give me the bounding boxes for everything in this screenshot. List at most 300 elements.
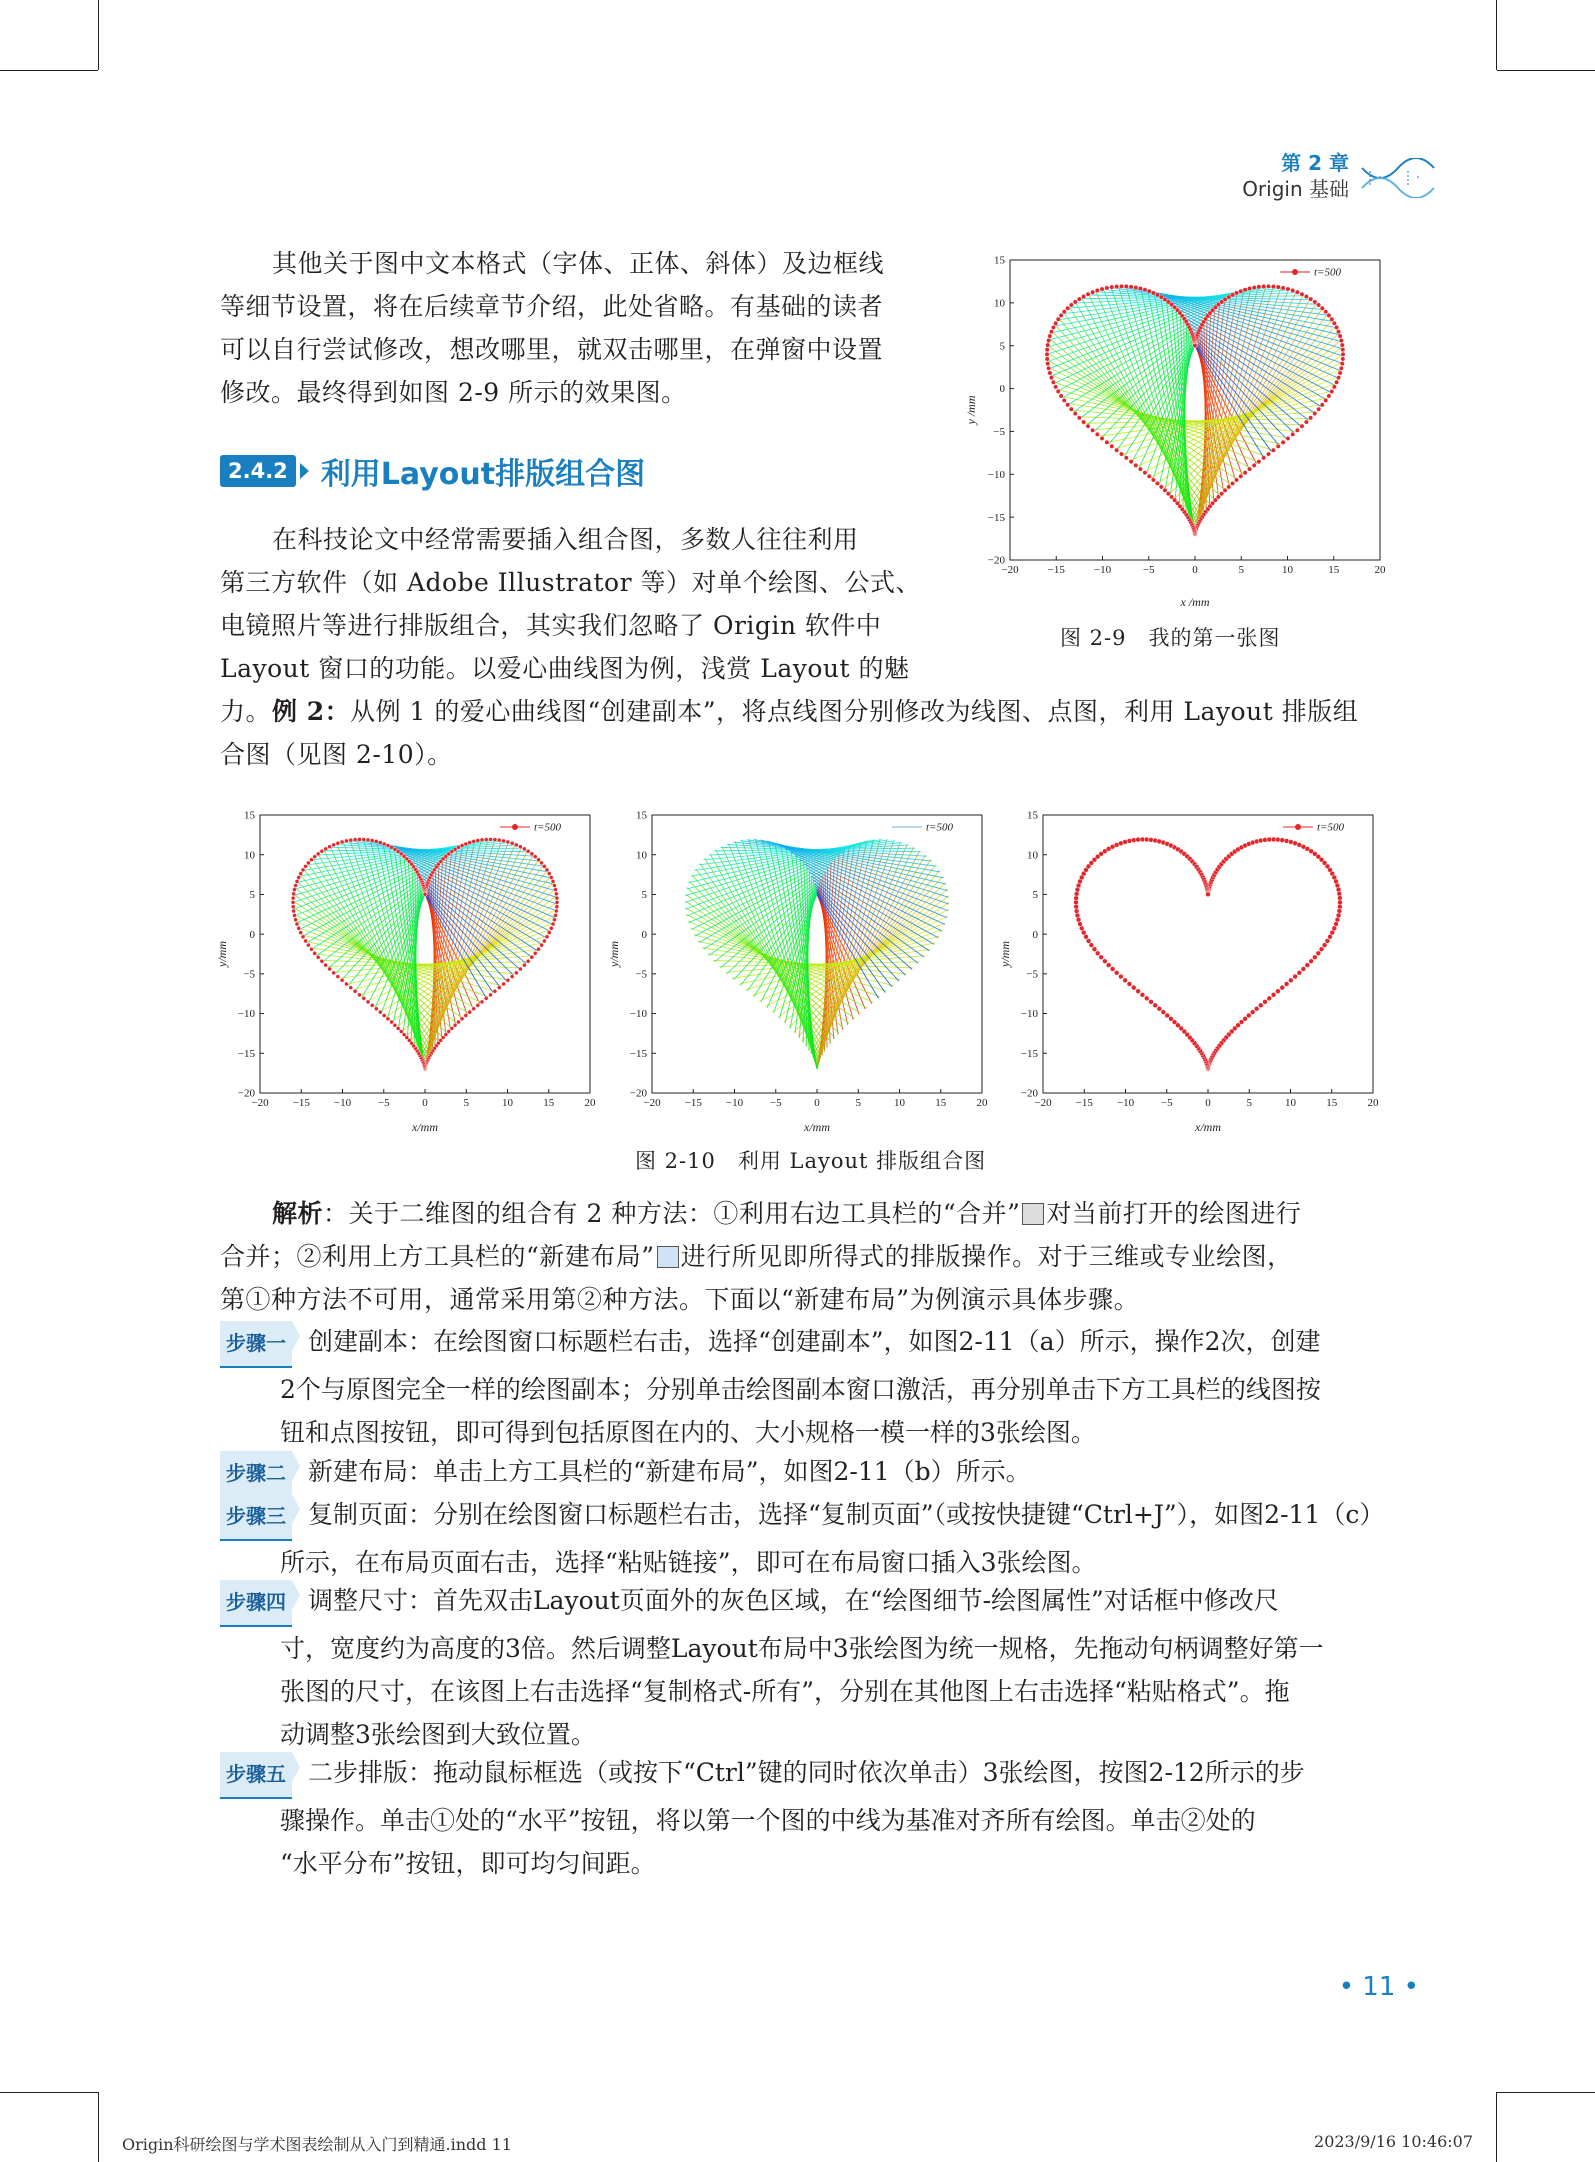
data-point [1077,416,1081,420]
data-point [1328,934,1333,939]
data-point [460,844,464,848]
text-line [220,1493,1395,1541]
x-tick-label: 5 [1246,1097,1252,1109]
data-point [1140,837,1145,842]
legend-label: t=500 [1314,266,1341,279]
data-point [1151,291,1155,295]
data-point [1322,943,1327,948]
section-arrow-icon [300,463,309,479]
data-point [1338,371,1342,375]
data-point [530,955,534,959]
data-point [1129,285,1133,289]
data-point [1169,495,1173,499]
data-point [1309,959,1314,964]
data-point [1155,481,1159,485]
y-tick-label: 10 [994,297,1005,310]
footer-file-name: Origin科研绘图与学术图表绘制从入门到精通.indd 11 [122,2135,512,2154]
data-point [1136,837,1141,842]
data-point [295,922,299,926]
data-point [1320,403,1324,407]
data-point [1313,300,1317,304]
data-point [1163,488,1167,492]
data-point [304,939,308,943]
y-tick-label: 15 [244,809,255,822]
data-point [378,841,382,845]
footer-timestamp: 2023/9/16 10:46:07 [1314,2132,1473,2151]
data-point [1134,285,1138,289]
legend-label: t=500 [534,821,561,834]
x-tick-label: −10 [725,1097,744,1109]
data-point [1086,939,1091,944]
data-point [1074,896,1079,901]
data-point [1243,471,1247,475]
data-point [1327,313,1331,317]
crop-mark [98,0,99,70]
data-point [1090,428,1094,432]
step-badge: 步骤五 [220,1752,292,1799]
data-point [362,838,366,842]
data-point [1300,292,1304,296]
analysis-text: 对当前打开的绘图进行 [1046,1199,1302,1228]
data-point [357,993,361,997]
data-point [537,947,541,951]
section-number: 2.4.2 [220,455,296,487]
y-axis-label: y/mm [998,941,1012,967]
data-point [1105,286,1109,290]
data-point [1140,992,1145,997]
data-point [537,858,541,862]
data-point [1257,459,1261,463]
text-line [220,1450,1395,1498]
data-point [1304,294,1308,298]
x-tick-label: 20 [1374,564,1386,576]
data-point [533,951,537,955]
data-point [1295,428,1299,432]
data-point [1110,967,1115,972]
data-point [396,1026,400,1030]
y-tick-label: 5 [249,889,255,902]
data-point [1275,837,1280,842]
data-point [1078,922,1083,927]
data-point [366,838,370,842]
data-point [552,918,556,922]
data-point [514,971,518,975]
data-point [1074,909,1079,914]
data-point [1090,290,1094,294]
data-point [1143,288,1147,292]
data-point [1300,424,1304,428]
y-tick-label: 10 [244,849,255,862]
data-point [480,838,484,842]
data-point [1100,436,1104,440]
x-tick-label: 5 [463,1097,469,1109]
heart-chart-main [960,250,1400,610]
chord-series [293,839,557,1069]
data-point [1271,837,1276,842]
data-point [1123,978,1128,983]
data-point [1286,287,1290,291]
data-point [547,931,551,935]
new-layout-icon [657,1246,679,1268]
data-point [1336,329,1340,333]
analysis-text: 进行所见即所得式的排版操作。对于三维或专业绘图， [680,1242,1293,1271]
data-point [468,1010,472,1014]
data-point [1051,380,1055,384]
data-point [1153,1003,1158,1008]
data-point [1114,970,1119,975]
data-point [1193,343,1197,347]
text-line: 第三方软件（如 Adobe Illustrator 等）对单个绘图、公式、 [220,568,921,597]
data-point [1336,913,1341,918]
data-point [518,967,522,971]
x-tick-label: 0 [1205,1097,1211,1109]
data-point [340,978,344,982]
data-point [292,909,296,913]
data-point [1062,310,1066,314]
data-point [1301,967,1306,972]
data-point [1276,285,1280,289]
x-tick-label: 5 [855,1097,861,1109]
data-point [299,931,303,935]
data-point [1151,478,1155,482]
data-point [1059,313,1063,317]
data-point [1046,361,1050,365]
text-line: 钮和点图按钮，即可得到包括原图在内的、大小规格一模一样的3张绘图。 [280,1418,1096,1447]
x-axis-label: x /mm [1180,595,1210,609]
data-point [301,868,305,872]
crop-mark [0,2092,98,2093]
x-tick-label: −20 [1001,564,1019,576]
x-tick-label: 10 [1285,1097,1296,1109]
data-point [336,841,340,845]
data-point [1288,978,1293,983]
x-tick-label: −10 [1093,564,1112,576]
text-line: “水平分布”按钮，即可均匀间距。 [280,1849,656,1878]
dna-icon [1360,158,1436,198]
data-point [506,978,510,982]
data-point [555,896,559,900]
data-point [1276,444,1280,448]
data-point [456,845,460,849]
x-tick-label: −20 [251,1097,269,1109]
x-tick-label: −10 [1116,1097,1135,1109]
legend-marker [1292,269,1298,275]
data-point [1337,909,1342,914]
data-point [1092,947,1097,952]
data-point [1073,300,1077,304]
analysis-label: 解析 [272,1199,324,1228]
figure-2-9 [960,250,1400,614]
data-point [1330,317,1334,321]
data-point [292,892,296,896]
data-point [1102,959,1107,964]
data-point [1089,943,1094,948]
data-point [324,847,328,851]
data-point [447,1030,451,1034]
x-tick-label: 10 [1282,564,1293,576]
data-point [1263,837,1268,842]
data-point [472,839,476,843]
y-tick-label: −15 [1020,1047,1038,1060]
data-point [1165,1013,1170,1018]
example-label: 例 2： [272,697,351,726]
data-point [1127,982,1132,987]
data-point [353,838,357,842]
data-point [493,989,497,993]
data-point [1261,284,1265,288]
data-point [386,1017,390,1021]
text-line [220,1579,1395,1627]
data-point [464,1013,468,1017]
step-2 [220,1450,1395,1498]
x-tick-label: 5 [1238,564,1244,576]
data-point [316,955,320,959]
data-point [1048,334,1052,338]
y-tick-label: −5 [635,968,647,981]
data-point [340,840,344,844]
data-point [1330,930,1335,935]
x-tick-label: 20 [584,1097,596,1109]
y-tick-label: 5 [999,340,1005,353]
data-point [1069,407,1073,411]
data-point [460,1017,464,1021]
x-tick-label: −20 [1034,1097,1052,1109]
data-point [332,843,336,847]
x-tick-label: 10 [502,1097,513,1109]
data-point [1086,292,1090,296]
data-point [1081,294,1085,298]
data-point [1341,347,1345,351]
y-tick-label: −10 [629,1008,647,1021]
data-point [382,1013,386,1017]
data-point [349,838,353,842]
data-point [1114,448,1118,452]
data-point [1327,394,1331,398]
figure-2-10-panel-c [993,805,1393,1139]
data-point [1257,285,1261,289]
data-point [468,841,472,845]
data-point [1119,452,1123,456]
section-title: 利用Layout排版组合图 [320,457,646,492]
x-tick-label: 0 [422,1097,428,1109]
x-tick-label: −10 [333,1097,352,1109]
data-point [309,858,313,862]
data-point [1341,357,1345,361]
figure-2-10-panel-b [602,805,1002,1139]
data-point [518,845,522,849]
y-tick-label: −15 [987,511,1005,524]
data-point [1275,989,1280,994]
data-point [1252,285,1256,289]
data-point [551,879,555,883]
text-line [220,1192,1395,1235]
step-5 [220,1751,1395,1885]
data-point [1338,900,1343,905]
step-text: 调整尺寸：首先双击Layout页面外的灰色区域，在“绘图细节-绘图属性”对话框中修改尺 [307,1586,1279,1615]
x-tick-label: −15 [292,1097,310,1109]
y-tick-label: 15 [636,809,647,822]
y-tick-label: −15 [629,1047,647,1060]
data-point [554,913,558,917]
data-point [1110,285,1114,289]
data-point [456,1020,460,1024]
data-point [1339,366,1343,370]
data-point [378,1010,382,1014]
data-point [370,839,374,843]
data-point [370,1003,374,1007]
data-point [1247,467,1251,471]
text-line: Layout 窗口的功能。以爱心曲线图为例，浅赏 Layout 的魅力。 [220,654,910,726]
data-point [1286,436,1290,440]
text-line: 在科技论文中经常需要插入组合图，多数人往往利用 [272,525,859,554]
chapter-number: 第 2 章 [1281,151,1349,175]
data-point [374,1007,378,1011]
data-point [1246,1013,1251,1018]
data-point [1095,432,1099,436]
data-point [551,922,555,926]
data-point [1324,398,1328,402]
data-point [480,1000,484,1004]
data-point [1118,974,1123,979]
x-tick-label: 15 [543,1097,555,1109]
data-point [1062,398,1066,402]
data-point [344,839,348,843]
text-line: 合图（见图 2-10）。 [220,740,453,769]
crop-mark [0,70,98,71]
text-line: 2个与原图完全一样的绘图副本；分别单击绘图副本窗口激活，再分别单击下方工具栏的线图按 [280,1375,1321,1404]
data-point [1123,840,1128,845]
point-series [1074,837,1343,1072]
step-text: 新建布局：单击上方工具栏的“新建布局”，如图2-11（b）所示。 [307,1457,1031,1486]
data-point [382,842,386,846]
x-tick-label: −5 [1160,1097,1173,1109]
data-point [295,879,299,883]
data-point [1048,371,1052,375]
data-point [1341,352,1345,356]
data-point [1281,440,1285,444]
crop-mark [1496,0,1497,70]
data-point [1239,474,1243,478]
x-tick-label: 15 [935,1097,947,1109]
data-point [1258,1003,1263,1008]
paragraph-1 [220,242,940,414]
y-tick-label: 10 [1027,849,1038,862]
data-point [1316,303,1320,307]
data-point [502,982,506,986]
data-point [301,935,305,939]
data-point [1143,471,1147,475]
data-point [386,844,390,848]
data-point [555,900,559,904]
data-point [522,847,526,851]
text-line: 修改。最终得到如图 2-9 所示的效果图。 [220,378,687,407]
plot-frame [1043,815,1373,1093]
data-point [1077,297,1081,301]
data-point [1138,286,1142,290]
data-point [1308,297,1312,301]
data-point [1254,1006,1259,1011]
data-point [514,843,518,847]
heart-chart-line [602,805,1002,1135]
y-tick-label: −5 [993,426,1005,439]
data-point [493,838,497,842]
data-point [476,839,480,843]
data-point [1166,491,1170,495]
data-point [366,1000,370,1004]
data-point [297,875,301,879]
page-number: • 11 • [1338,1972,1419,2002]
data-point [549,926,553,930]
data-point [1219,491,1223,495]
x-tick-label: −5 [1142,564,1155,576]
data-point [291,896,295,900]
chord-line [695,840,889,871]
text-line: 第①种方法不可用，通常采用第②种方法。下面以“新建布局”为例演示具体步骤。 [220,1285,1140,1314]
data-point [497,838,501,842]
data-point [304,864,308,868]
step-4 [220,1579,1395,1756]
data-point [1312,955,1317,960]
data-point [1081,420,1085,424]
step-badge: 步骤二 [220,1451,292,1498]
y-tick-label: 0 [1032,928,1038,941]
data-point [1316,407,1320,411]
data-point [1271,992,1276,997]
data-point [1293,974,1298,979]
data-point [291,900,295,904]
data-point [1086,424,1090,428]
data-point [297,926,301,930]
x-tick-label: −15 [1075,1097,1093,1109]
heart-chart-points [993,805,1393,1135]
data-point [1234,291,1238,295]
data-point [324,963,328,967]
legend-label: t=500 [1317,821,1344,834]
data-point [1131,838,1136,843]
data-point [1119,284,1123,288]
text-line: 张图的尺寸，在该图上右击选择“复制格式-所有”，分别在其他图上右击选择“粘贴格式”。拖 [280,1677,1290,1706]
data-point [1332,385,1336,389]
data-point [489,993,493,997]
analysis [220,1192,1395,1321]
x-tick-label: 15 [1328,564,1340,576]
data-point [316,852,320,856]
x-tick-label: 0 [814,1097,820,1109]
data-point [291,905,295,909]
x-axis-label: x/mm [1195,1120,1221,1134]
data-point [1138,467,1142,471]
data-point [299,872,303,876]
data-point [1045,357,1049,361]
data-point [1049,375,1053,379]
y-tick-label: −20 [987,554,1005,567]
data-point [1230,293,1234,297]
data-point [1045,347,1049,351]
data-point [1284,838,1289,843]
data-point [1065,306,1069,310]
y-tick-label: −20 [1020,1087,1038,1100]
data-point [1056,317,1060,321]
data-point [1252,463,1256,467]
y-tick-label: 15 [994,254,1005,267]
data-point [1305,963,1310,968]
data-point [1316,951,1321,956]
heart-chart-point-line [210,805,610,1135]
data-point [1271,284,1275,288]
text-line [220,1751,1395,1799]
data-point [1266,284,1270,288]
data-point [292,888,296,892]
